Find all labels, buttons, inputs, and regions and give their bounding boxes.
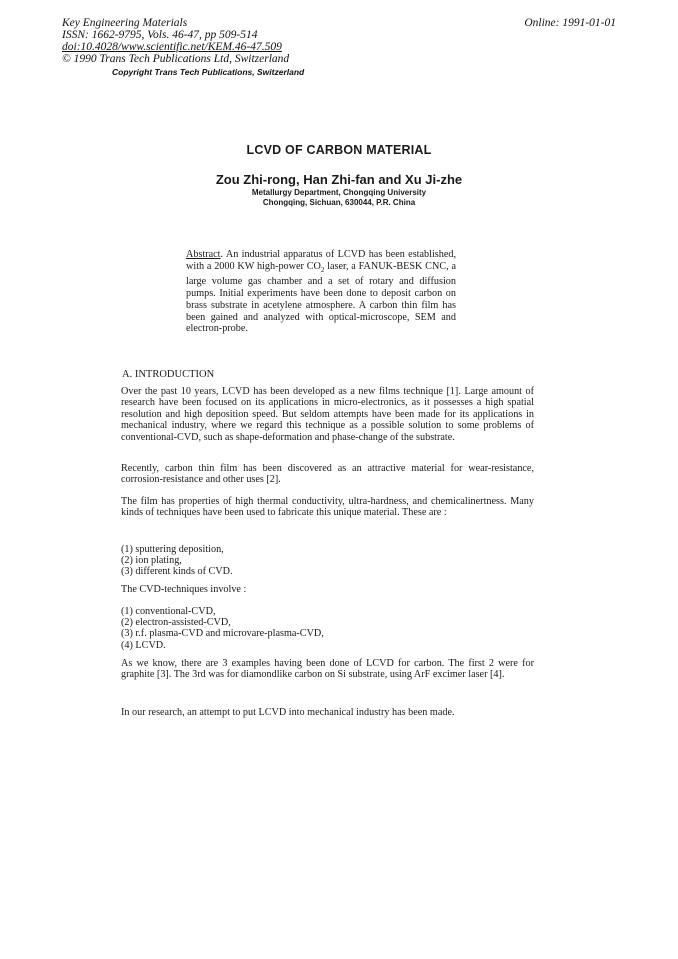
paper-title: LCVD OF CARBON MATERIAL — [246, 143, 432, 157]
section-heading: A. INTRODUCTION — [122, 369, 215, 380]
paragraph-research: In our research, an attempt to put LCVD into mechanical industry has been made. — [121, 707, 455, 718]
list-item: (1) sputtering deposition, — [121, 544, 224, 555]
list-item: (3) r.f. plasma-CVD and microvare-plasma-CVD, — [121, 628, 324, 640]
abstract-label: Abstract — [186, 249, 221, 260]
abstract-subscript: 2 — [320, 265, 325, 274]
abstract — [186, 249, 456, 335]
affiliation-line-1: Metallurgy Department, Chongqing University — [251, 188, 427, 197]
doi-line[interactable]: doi:10.4028/www.scientific.net/KEM.46-47.509 — [62, 41, 282, 53]
paragraph-3: The film has properties of high thermal conductivity, ultra-hardness, and chemicalinertness. Many kinds of techniques have been used to fabricate this unique material. These are : — [121, 496, 534, 519]
list-item: (4) LCVD. — [121, 639, 166, 651]
paragraph-lcvd-examples: As we know, there are 3 examples having been done of LCVD for carbon. The first 2 were for graphite [3]. The 3rd was for diamondlike carbon on Si substrate, using ArF excimer laser [4]. — [121, 658, 534, 681]
cvd-technique-list — [121, 606, 534, 651]
list-item: (3) different kinds of CVD. — [121, 566, 233, 578]
list-item: (1) conventional-CVD, — [121, 606, 216, 617]
paragraph-2: Recently, carbon thin film has been discovered as an attractive material for wear-resistance, corrosion-resistance and other uses [2]. — [121, 463, 534, 486]
journal-citation-block — [62, 17, 289, 65]
publisher-line: © 1990 Trans Tech Publications Ltd, Switzerland — [62, 53, 290, 65]
list-item: (2) electron-assisted-CVD, — [121, 617, 231, 629]
issn-line: ISSN: 1662-9795, Vols. 46-47, pp 509-514 — [62, 29, 258, 41]
copyright-notice: Copyright Trans Tech Publications, Switzerland — [112, 67, 305, 77]
technique-list — [121, 544, 534, 578]
journal-name: Key Engineering Materials — [62, 17, 188, 29]
paragraph-1: Over the past 10 years, LCVD has been developed as a new films technique [1]. Large amount of research have been focused on its applications in micro-electronics, as it possesses a high spatial resolution and high deposition speed. But seldom attempts have been made for its applications in mechanical industry, where we regard this technique as a possible solution to some problems of conventional-CVD, such as shape-deformation and phase-change of the substrate. — [121, 386, 534, 443]
paragraph-cvd-intro: The CVD-techniques involve : — [121, 584, 247, 595]
abstract-text-b: laser, a FANUK-BESK CNC, a large volume gas chamber and a set of rotary and diffusion pumps. Initial experiments have been done to deposit carbon on brass substrate in acetylene atmosphere. A carbon thin film has been gained and analyzed with optical-microscope, SEM and electron-probe. — [186, 260, 456, 335]
abstract-text-a: . An industrial apparatus of LCVD has been established, with a 2000 KW high-power CO — [186, 249, 456, 272]
online-date: Online: 1991-01-01 — [524, 17, 616, 29]
author-list: Zou Zhi-rong, Han Zhi-fan and Xu Ji-zhe — [215, 172, 463, 187]
list-item: (2) ion plating, — [121, 555, 182, 567]
affiliation-line-2: Chongqing, Sichuan, 630044, P.R. China — [262, 198, 416, 207]
